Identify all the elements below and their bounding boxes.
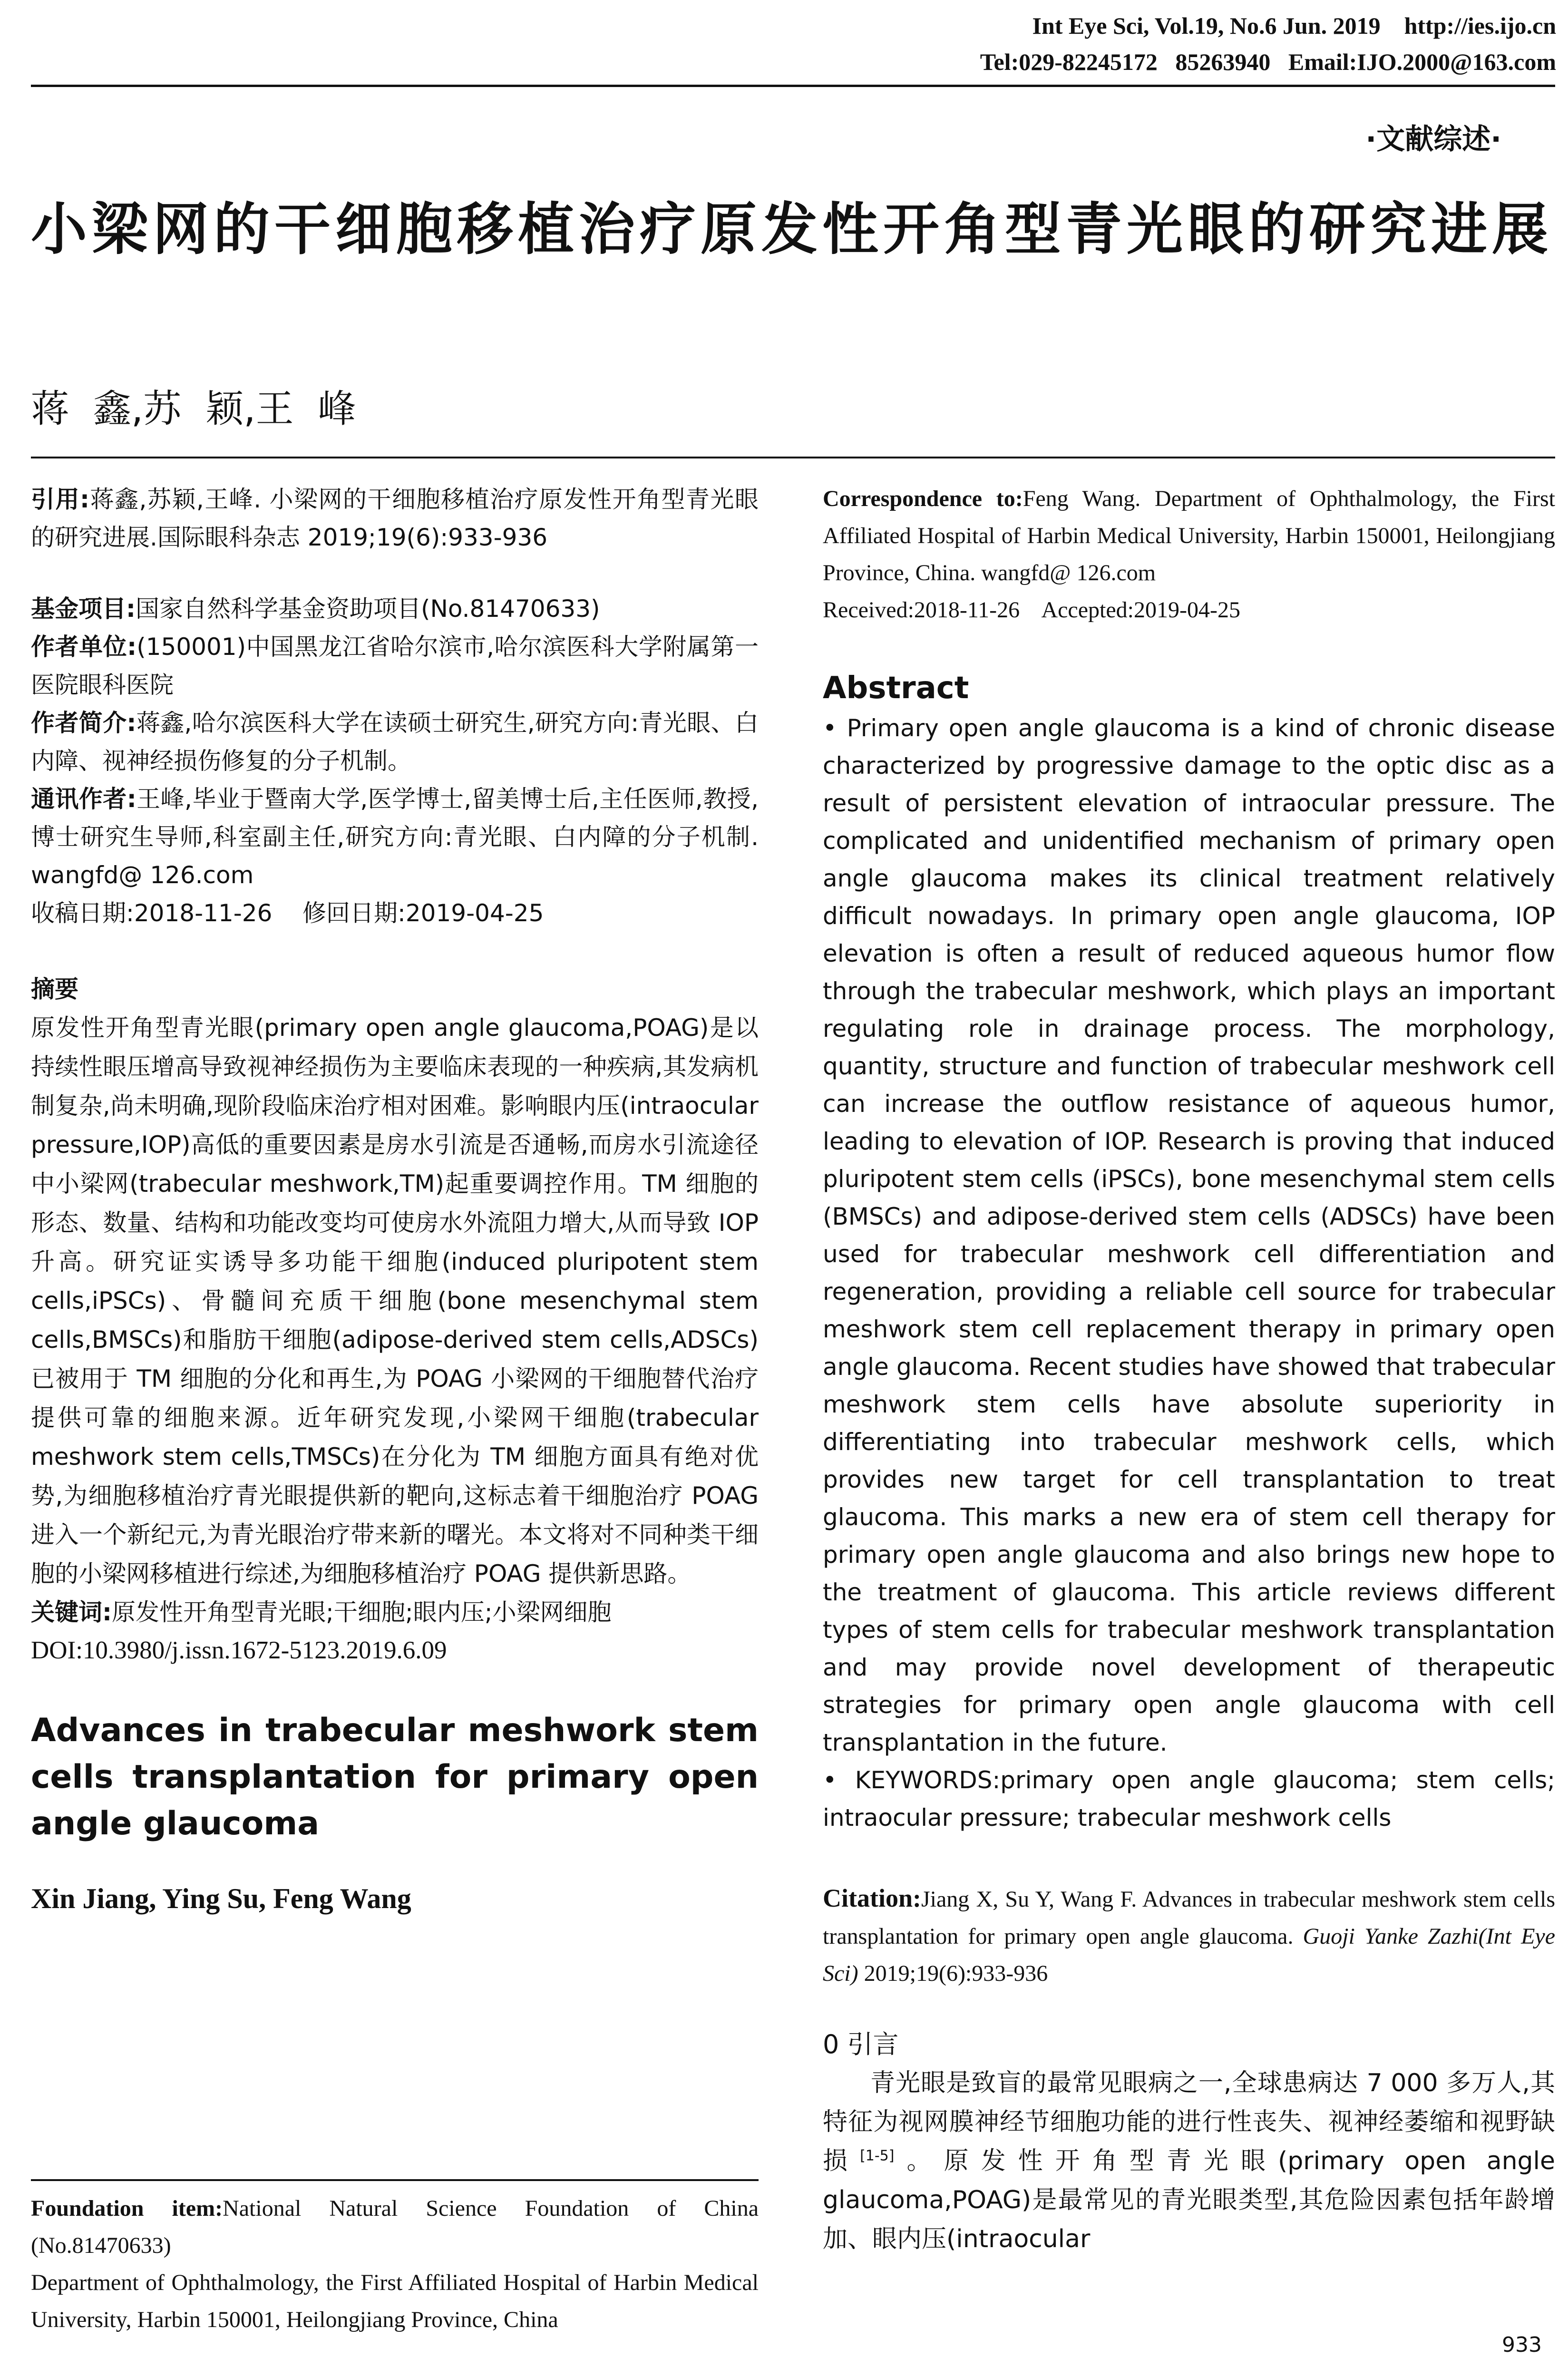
title-rule xyxy=(31,457,1555,458)
left-footnote-rule xyxy=(31,2179,759,2181)
abstract-heading-en: Abstract xyxy=(823,671,969,706)
header-rule xyxy=(31,85,1555,87)
citation-cn: 引用:蒋鑫,苏颖,王峰. 小梁网的干细胞移植治疗原发性开角型青光眼的研究进展.国际眼科杂志 2019;19(6):933-936 xyxy=(31,486,759,551)
citation-en: Citation:Jiang X, Su Y, Wang F. Advances in trabecular meshwork stem cells transplantation for primary open angle glaucoma. Guoji Yanke Zazhi(Int Eye Sci) 2019;19(6):933-936 xyxy=(823,1884,1555,1986)
authors-cn: 蒋 鑫,苏 颖,王 峰 xyxy=(31,387,356,431)
abstract-text-cn: 原发性开角型青光眼(primary open angle glaucoma,POAG)是以持续性眼压增高导致视神经损伤为主要临床表现的一种疾病,其发病机制复杂,尚未明确,现阶段临床治疗相对困难。影响眼内压(intraocular pressure,IOP)高低的重要因素是房水引流是否通畅,而房水引流途径中小梁网(trabecular meshwork,TM)起重要调控作用。TM 细胞的形态、数量、结构和功能改变均可使房水外流阻力增大,从而导致 IOP 升高。研究证实诱导多功能干细胞(induced pluripotent stem cells,iPSCs)、骨髓间充质干细胞(bone mesenchymal stem cells,BMSCs)和脂肪干细胞(adipose-derived stem cells,ADSCs)已被用于 TM 细胞的分化和再生,为 POAG 小梁网的干细胞替代治疗提供可靠的细胞来源。近年研究发现,小梁网干细胞(trabecular meshwork stem cells,TMSCs)在分化为 TM 细胞方面具有绝对优势,为细胞移植治疗青光眼提供新的靶向,这标志着干细胞治疗 POAG 进入一个新纪元,为青光眼治疗带来新的曙光。本文将对不同种类干细胞的小梁网移植进行综述,为细胞移植治疗 POAG 提供新思路。 xyxy=(31,1014,759,1588)
page-number: 933 xyxy=(1502,2333,1542,2357)
bio-cn: 作者简介:蒋鑫,哈尔滨医科大学在读硕士研究生,研究方向:青光眼、白内障、视神经损伤修复的分子机制。 xyxy=(31,709,759,775)
abstract-text-en: • Primary open angle glaucoma is a kind of chronic disease characterized by progressive damage to the optic disc as a result of persistent elevation of intraocular pressure. The complicated and unidentified mechanism of primary open angle glaucoma makes its clinical treatment relatively difficult nowadays. In primary open angle glaucoma, IOP elevation is often a result of reduced aqueous humor flow through the trabecular meshwork, which plays an important regulating role in drainage process. The morphology, quantity, structure and function of trabecular meshwork cell can increase the outflow resistance of aqueous humor, leading to elevation of IOP. Research is proving that induced pluripotent stem cells (iPSCs), bone mesenchymal stem cells (BMSCs) and adipose-derived stem cells (ADSCs) have been used for trabecular meshwork cell differentiation and regeneration, providing a reliable cell source for trabecular meshwork stem cell replacement therapy in primary open angle glaucoma. Recent studies have showed that trabecular meshwork stem cells have absolute superiority in differentiating into trabecular meshwork cells, which provides new target for cell transplantation to treat glaucoma. This marks a new era of stem cell therapy for primary open angle glaucoma and also brings new hope to the treatment of glaucoma. This article reviews different types of stem cells for trabecular meshwork transplantation and may provide novel development of therapeutic strategies for primary open angle glaucoma with cell transplantation in the future. xyxy=(823,714,1555,1756)
foundation-en: Foundation item:National Natural Science Foundation of China (No.81470633) xyxy=(31,2196,759,2258)
intro-heading: 0 引言 xyxy=(823,2029,899,2059)
dates-cn: 收稿日期:2018-11-26 修回日期:2019-04-25 xyxy=(31,899,544,927)
keywords-en: • KEYWORDS:primary open angle glaucoma; stem cells; intraocular pressure; trabecular meshwork cells xyxy=(823,1766,1555,1831)
intro-paragraph: 青光眼是致盲的最常见眼病之一,全球患病达 7 000 多万人,其特征为视网膜神经节细胞功能的进行性丧失、视神经萎缩和视野缺损[1-5]。原发性开角型青光眼(primary open angle glaucoma,POAG)是最常见的青光眼类型,其危险因素包括年龄增加、眼内压(intraocular xyxy=(823,2069,1555,2253)
left-footnotes xyxy=(31,2190,759,2338)
unit-cn: 作者单位:(150001)中国黑龙江省哈尔滨市,哈尔滨医科大学附属第一医院眼科医院 xyxy=(31,633,759,699)
journal-header-line1: Int Eye Sci, Vol.19, No.6 Jun. 2019 http://ies.ijo.cn xyxy=(1032,12,1556,39)
abstract-heading-cn: 摘要 xyxy=(31,975,78,1003)
title-en: Advances in trabecular meshwork stem cells transplantation for primary open angle glaucoma xyxy=(31,1712,759,1842)
dates-en: Received:2018-11-26 Accepted:2019-04-25 xyxy=(823,597,1240,623)
page-title: 小梁网的干细胞移植治疗原发性开角型青光眼的研究进展 xyxy=(31,196,1553,262)
doi: DOI:10.3980/j.issn.1672-5123.2019.6.09 xyxy=(31,1637,447,1664)
left-column xyxy=(31,480,759,1946)
fund-cn: 基金项目:国家自然科学基金资助项目(No.81470633) xyxy=(31,595,600,623)
right-column xyxy=(823,480,1555,2259)
keywords-cn: 关键词:原发性开角型青光眼;干细胞;眼内压;小梁网细胞 xyxy=(31,1598,612,1626)
section-tag: ·文献综述· xyxy=(1365,123,1501,156)
correspondence-en: Correspondence to:Feng Wang. Department of Ophthalmology, the First Affiliated Hospital of Harbin Medical University, Harbin 150001, Heilongjiang Province, China. wangfd@ 126.com xyxy=(823,486,1555,585)
journal-header-line2: Tel:029-82245172 85263940 Email:IJO.2000@163.com xyxy=(980,49,1556,75)
department-en: Department of Ophthalmology, the First Affiliated Hospital of Harbin Medical University, Harbin 150001, Heilongjiang Province, China xyxy=(31,2270,759,2332)
authors-en: Xin Jiang, Ying Su, Feng Wang xyxy=(31,1883,411,1914)
corr-cn: 通讯作者:王峰,毕业于暨南大学,医学博士,留美博士后,主任医师,教授,博士研究生导师,科室副主任,研究方向:青光眼、白内障的分子机制. wangfd@ 126.com xyxy=(31,785,759,889)
